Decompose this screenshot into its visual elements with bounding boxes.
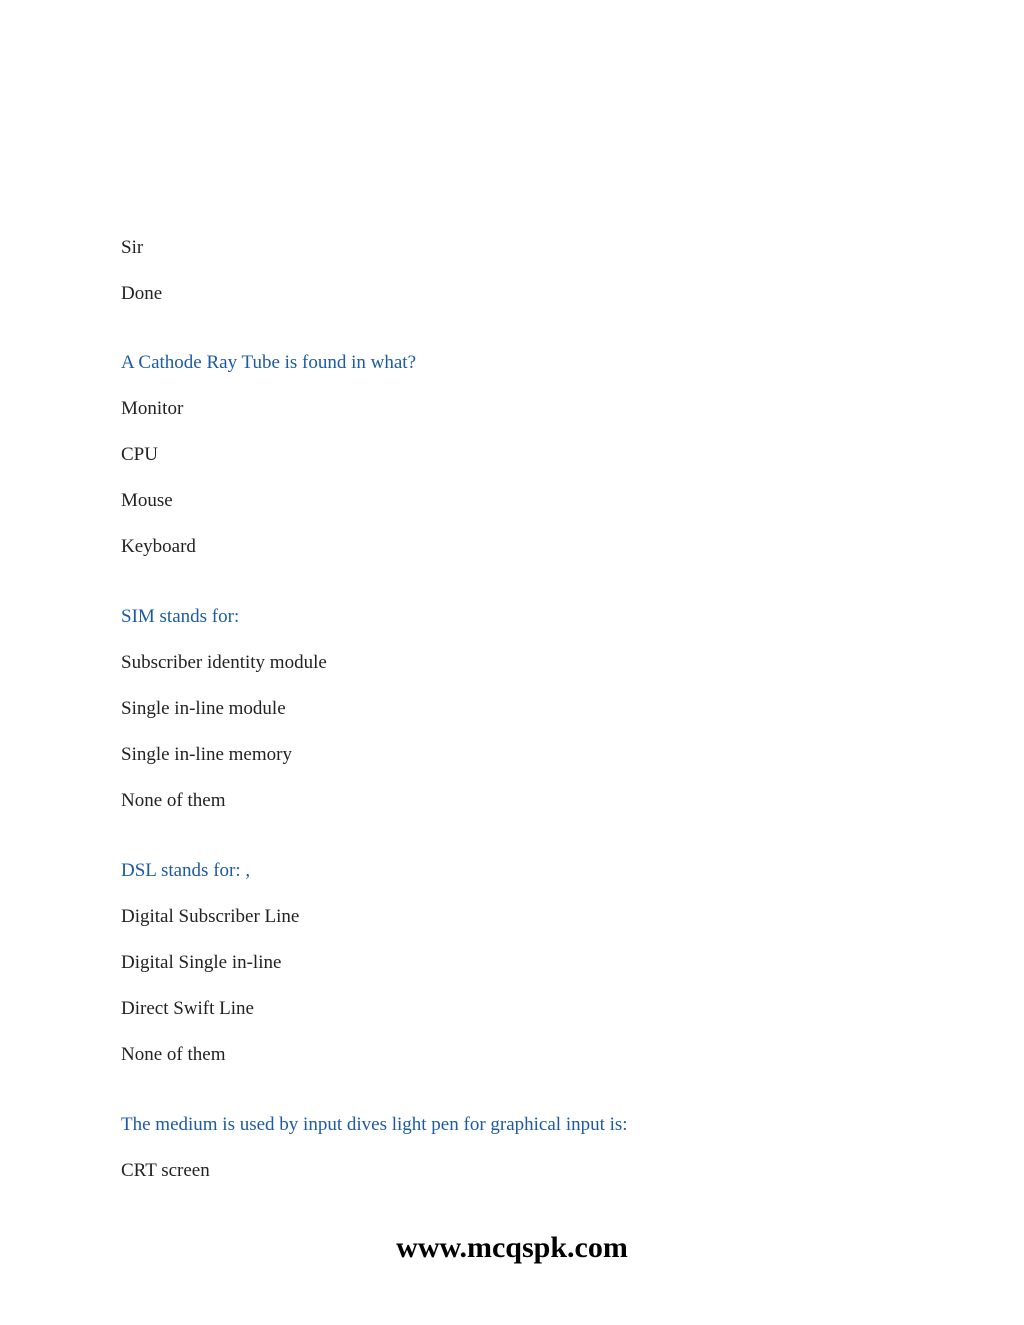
answer-line: Done — [121, 283, 163, 304]
answer-line: None of them — [121, 1044, 226, 1065]
answer-line: Digital Subscriber Line — [121, 906, 300, 927]
answer-line: Direct Swift Line — [121, 998, 254, 1019]
question-line: SIM stands for: — [121, 606, 240, 627]
answer-line: Single in-line module — [121, 698, 286, 719]
answer-line: Digital Single in-line — [121, 952, 282, 973]
question-line: A Cathode Ray Tube is found in what? — [121, 352, 417, 373]
answer-line: CRT screen — [121, 1160, 210, 1181]
answer-line: Mouse — [121, 490, 173, 511]
answer-line: Keyboard — [121, 536, 196, 557]
answer-line: Monitor — [121, 398, 184, 419]
question-line: The medium is used by input dives light pen for graphical input is: — [121, 1114, 628, 1135]
answer-line: None of them — [121, 790, 226, 811]
answer-line: Subscriber identity module — [121, 652, 327, 673]
answer-line: CPU — [121, 444, 158, 465]
footer-site-link[interactable]: www.mcqspk.com — [396, 1231, 628, 1264]
question-line: DSL stands for: , — [121, 860, 251, 881]
answer-line: Sir — [121, 237, 144, 258]
answer-line: Single in-line memory — [121, 744, 292, 765]
